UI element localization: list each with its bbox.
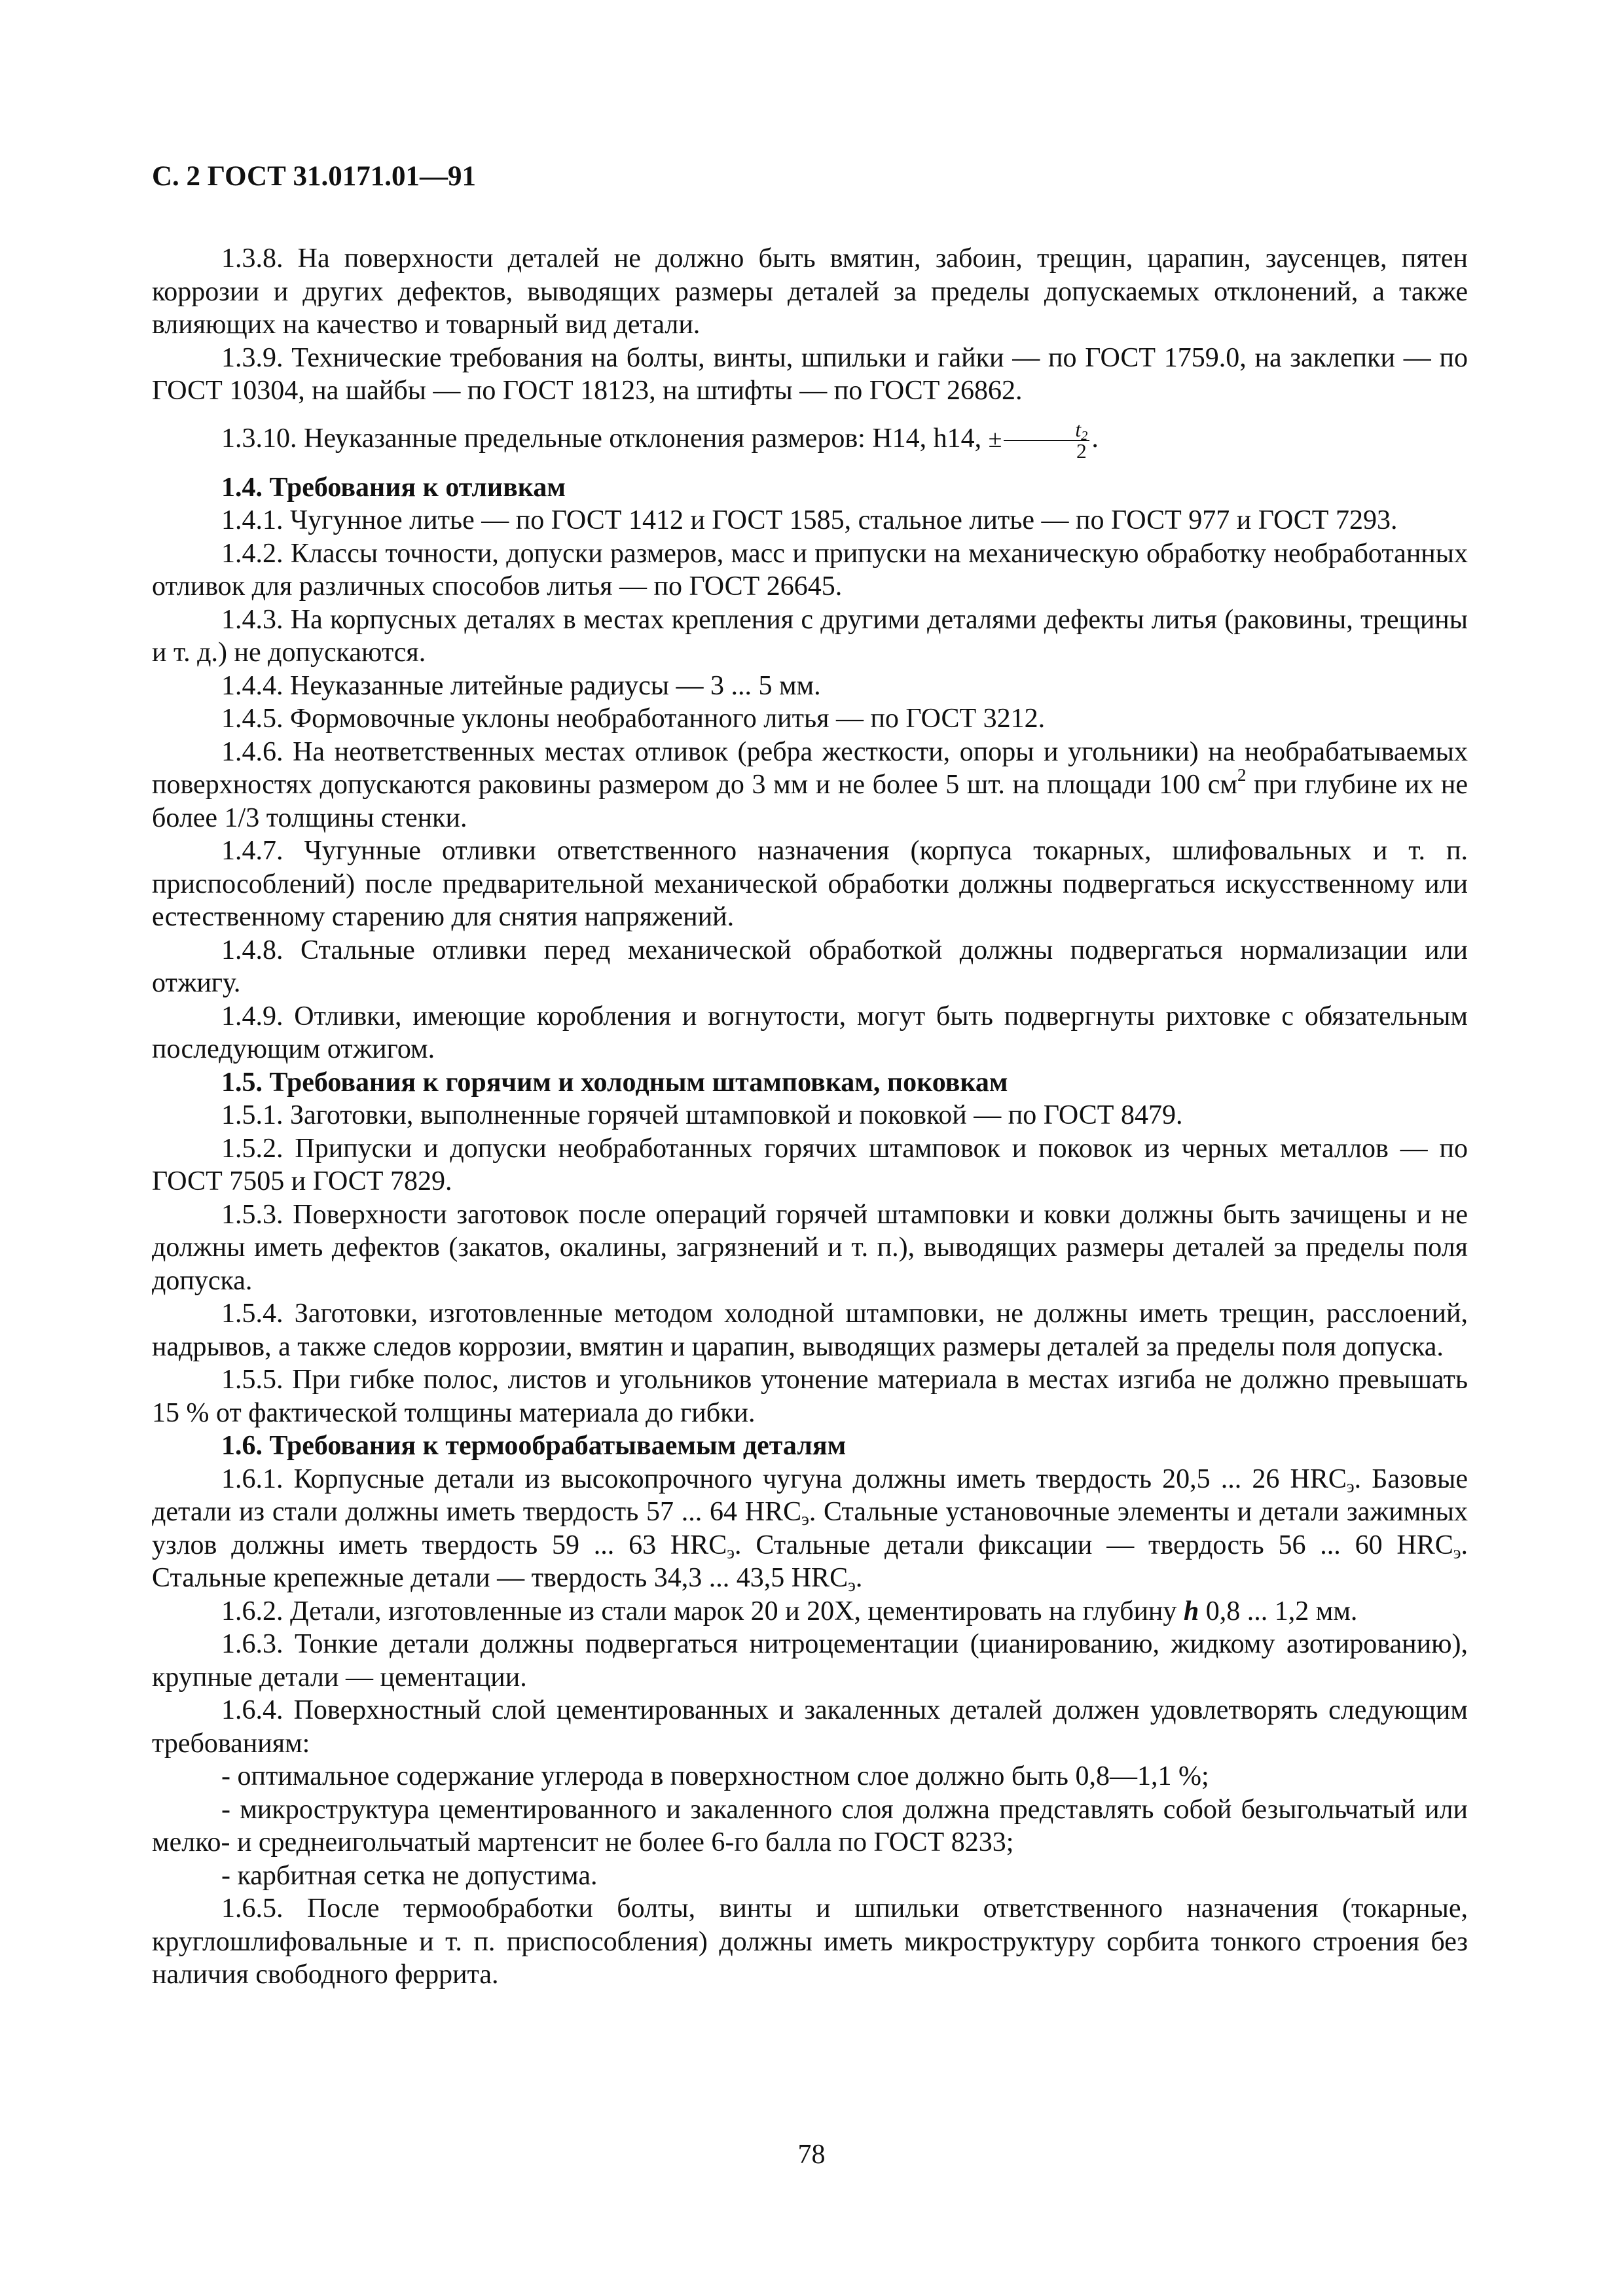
paragraph-1-3-10 xyxy=(152,420,1468,462)
paragraph-1-5-2: 1.5.2. Припуски и допуски необработанных горячих штамповок и поковок из черных металлов — по ГОСТ 7505 и ГОСТ 7829. xyxy=(152,1133,1468,1196)
paragraph-1-4-6-part-a: 1.4.6. На неответственных местах отливок (ребра жесткости, опоры и угольники) на необрабатываемых поверхностях допускаются раковины размером до 3 мм и не более 5 шт. на площади 100 см xyxy=(152,736,1468,800)
paragraph-1-3-10-text: 1.3.10. Неуказанные предельные отклонения размеров: Н14, h14, xyxy=(221,423,982,454)
hrc-subscript: э xyxy=(1346,1476,1355,1496)
paragraph-1-3-8: 1.3.8. На поверхности деталей не должно быть вмятин, забоин, трещин, царапин, заусенцев, пятен коррозии и других дефектов, выводящих размеры деталей за пределы допускаемых отклонений, а также влияющих на качество и товарный вид детали. xyxy=(152,243,1468,340)
paragraph-1-4-4: 1.4.4. Неуказанные литейные радиусы — 3 ... 5 мм. xyxy=(221,670,821,701)
superscript-2: 2 xyxy=(1237,764,1247,785)
list-item: - микроструктура цементированного и закаленного слоя должна представлять собой безыгольчатый или мелко- и среднеигольчатый мартенсит не более 6-го балла по ГОСТ 8233; xyxy=(152,1794,1468,1857)
paragraph-1-4-9: 1.4.9. Отливки, имеющие коробления и вогнутости, могут быть подвергнуты рихтовке с обязательным последующим отжигом. xyxy=(152,1001,1468,1064)
paragraph-1-4-3: 1.4.3. На корпусных деталях в местах крепления с другими деталями дефекты литья (раковины, трещины и т. д.) не допускаются. xyxy=(152,604,1468,668)
paragraph-1-4-1: 1.4.1. Чугунное литье — по ГОСТ 1412 и ГОСТ 1585, стальное литье — по ГОСТ 977 и ГОСТ 7293. xyxy=(221,505,1398,535)
paragraph-1-6-2-part-b: 0,8 ... 1,2 мм. xyxy=(1199,1596,1358,1626)
paragraph-1-6-2 xyxy=(152,1595,1468,1628)
paragraph-1-6-1-part-a: 1.6.1. Корпусные детали из высокопрочного чугуна должны иметь твердость 20,5 ... 26 HRC xyxy=(221,1463,1347,1494)
paragraph-1-6-2-part-a: 1.6.2. Детали, изготовленные из стали марок 20 и 20Х, цементировать на глубину xyxy=(221,1596,1184,1626)
paragraph-1-3-9: 1.3.9. Технические требования на болты, винты, шпильки и гайки — по ГОСТ 1759.0, на заклепки — по ГОСТ 10304, на шайбы — по ГОСТ 18123, на штифты — по ГОСТ 26862. xyxy=(152,342,1468,406)
hrc-subscript: э xyxy=(727,1542,735,1562)
paragraph-1-6-1-part-d: . Стальные детали фиксации — твердость 56 ... 60 HRC xyxy=(735,1530,1453,1560)
paragraph-1-6-3: 1.6.3. Тонкие детали должны подвергаться нитроцементации (цианированию, жидкому азотированию), крупные детали — цементации. xyxy=(152,1629,1468,1693)
paragraph-1-6-1-part-c: . Стальные установочные элементы и детали зажимных узлов должны иметь твердость 59 ... 63 HRC xyxy=(152,1497,1468,1560)
section-heading-1-5: 1.5. Требования к горячим и холодным штамповкам, поковкам xyxy=(221,1067,1008,1098)
paragraph-1-6-1-part-e: . Стальные крепежные детали — твердость 34,3 ... 43,5 HRC xyxy=(152,1530,1468,1593)
numerator-symbol: t xyxy=(1075,418,1082,441)
document-body xyxy=(152,242,1468,1992)
fraction-denominator: 2 xyxy=(1076,440,1087,463)
plus-minus-sign: ± xyxy=(988,425,1002,453)
numerator-subscript: 2 xyxy=(1081,428,1088,443)
paragraph-1-4-2: 1.4.2. Классы точности, допуски размеров, масс и припуски на механическую обработку необработанных отливок для различных способов литья — по ГОСТ 26645. xyxy=(152,538,1468,601)
paragraph-1-4-7: 1.4.7. Чугунные отливки ответственного назначения (корпуса токарных, шлифовальных и т. п. приспособлений) после предварительной механической обработки должны подвергаться искусственному или естественному старению для снятия напряжений. xyxy=(152,836,1468,932)
depth-symbol: h xyxy=(1183,1596,1199,1626)
list-item: - оптимальное содержание углерода в поверхностном слое должно быть 0,8—1,1 %; xyxy=(221,1761,1209,1791)
page-number: 78 xyxy=(797,2140,826,2170)
paragraph-1-6-1-part-b: . Базовые детали из стали должны иметь твердость 57 ... 64 HRC xyxy=(152,1463,1468,1527)
fraction xyxy=(1004,420,1089,462)
paragraph-1-6-1-part-f: . xyxy=(855,1563,863,1593)
hrc-subscript: э xyxy=(848,1575,856,1595)
paragraph-1-5-5: 1.5.5. При гибке полос, листов и угольников утонение материала в местах изгиба не должно превышать 15 % от фактической толщины материала до гибки. xyxy=(152,1365,1468,1428)
paragraph-1-4-6 xyxy=(152,736,1468,835)
hrc-subscript: э xyxy=(1453,1542,1461,1562)
section-heading-1-6: 1.6. Требования к термообрабатываемым деталям xyxy=(221,1431,847,1461)
fraction-tail: . xyxy=(1091,423,1099,454)
paragraph-1-4-8: 1.4.8. Стальные отливки перед механической обработкой должны подвергаться нормализации или отжигу. xyxy=(152,935,1468,998)
paragraph-1-6-1 xyxy=(152,1463,1468,1595)
paragraph-1-5-3: 1.5.3. Поверхности заготовок после операций горячей штамповки и ковки должны быть зачищены и не должны иметь дефектов (закатов, окалины, загрязнений и т. п.), выводящих размеры деталей за пределы поля допуска. xyxy=(152,1199,1468,1296)
fraction-numerator xyxy=(1004,420,1089,442)
list-item: - карбитная сетка не допустима. xyxy=(221,1860,598,1891)
paragraph-1-4-5: 1.4.5. Формовочные уклоны необработанного литья — по ГОСТ 3212. xyxy=(221,704,1046,734)
paragraph-1-5-1: 1.5.1. Заготовки, выполненные горячей штамповкой и поковкой — по ГОСТ 8479. xyxy=(221,1100,1183,1130)
paragraph-1-4-6-part-b: при глубине их не более 1/3 толщины стенки. xyxy=(152,770,1468,833)
paragraph-1-5-4: 1.5.4. Заготовки, изготовленные методом холодной штамповки, не должны иметь трещин, расслоений, надрывов, а также следов коррозии, вмятин и царапин, выводящих размеры деталей за пределы поля допуска. xyxy=(152,1299,1468,1362)
hrc-subscript: э xyxy=(801,1509,809,1529)
paragraph-1-6-4: 1.6.4. Поверхностный слой цементированных и закаленных деталей должен удовлетворять следующим требованиям: xyxy=(152,1695,1468,1759)
paragraph-1-6-5: 1.6.5. После термообработки болты, винты и шпильки ответственного назначения (токарные, круглошлифовальные и т. п. приспособления) должны иметь микроструктуру сорбита тонкого строения без наличия свободного феррита. xyxy=(152,1893,1468,1990)
section-heading-1-4: 1.4. Требования к отливкам xyxy=(221,472,566,503)
page-header: С. 2 ГОСТ 31.0171.01—91 xyxy=(152,161,477,192)
